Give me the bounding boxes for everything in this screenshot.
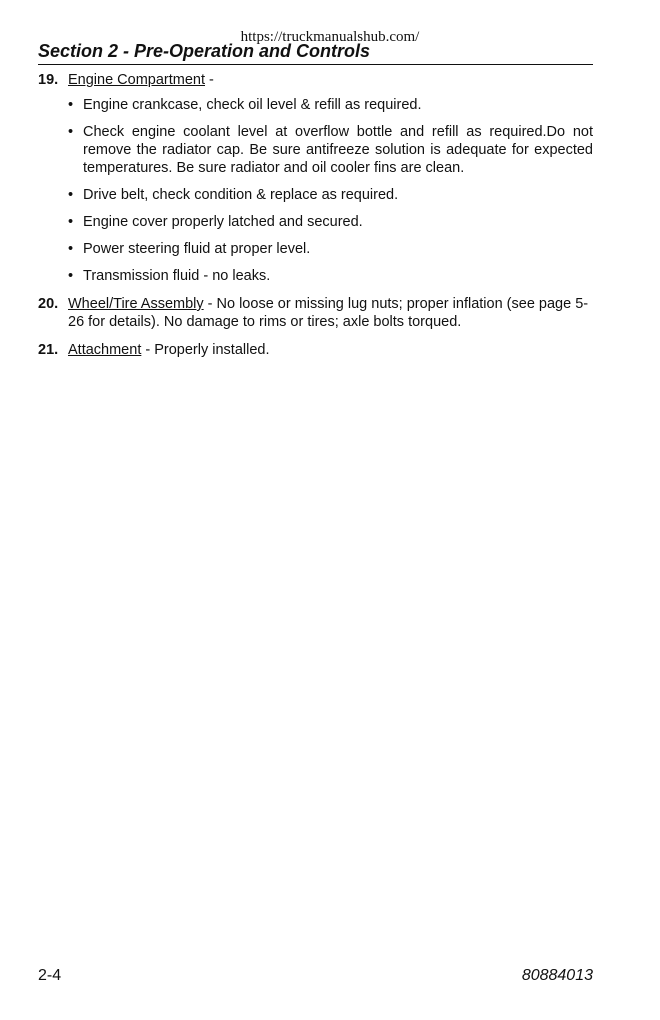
- bullet-icon: •: [68, 97, 74, 113]
- section-title: Section 2 - Pre-Operation and Controls: [38, 41, 371, 61]
- item-heading: Engine Compartment: [68, 72, 206, 88]
- bullet-text: Check engine coolant level at overflow bottle and refill as required.Do not remove the radiator cap. Be sure antifreeze solution is adequate for expected temperatures. Be sure radiator and oil cooler fins are clean.: [83, 124, 593, 176]
- item-number: 20.: [38, 296, 59, 312]
- bullet-text: Engine cover properly latched and secured.: [83, 214, 363, 230]
- watermark-url: https://truckmanualshub.com/: [240, 29, 420, 45]
- checklist-item-20: [38, 295, 593, 331]
- bullet-icon: •: [68, 214, 74, 230]
- bullet-item: [68, 96, 593, 114]
- bullet-item: [68, 267, 593, 285]
- bullet-icon: •: [68, 187, 74, 203]
- bullet-icon: •: [68, 241, 74, 257]
- item-heading: Wheel/Tire Assembly: [68, 296, 204, 312]
- item-number: 19.: [38, 72, 59, 88]
- bullet-text: Transmission fluid - no leaks.: [83, 268, 271, 284]
- item-text: - Properly installed.: [141, 342, 270, 358]
- item-heading: Attachment: [68, 342, 142, 358]
- bullet-icon: •: [68, 124, 74, 140]
- bullet-icon: •: [68, 268, 74, 284]
- bullet-text: Drive belt, check condition & replace as required.: [83, 187, 399, 203]
- bullet-item: [68, 186, 593, 204]
- page-number: 2-4: [38, 967, 62, 984]
- item-number: 21.: [38, 342, 59, 358]
- item-text: - No loose or missing lug nuts; proper inflation (see page 5-26 for details). No damage to rims or tires; axle bolts torqued.: [68, 296, 589, 330]
- item-text: -: [205, 72, 214, 88]
- bullet-item: [68, 213, 593, 231]
- bullet-item: [68, 240, 593, 258]
- header-rule: [38, 64, 593, 65]
- checklist-content: [38, 71, 593, 369]
- bullet-text: Power steering fluid at proper level.: [83, 241, 311, 257]
- checklist-item-19: [38, 71, 593, 285]
- bullet-item: [68, 123, 593, 177]
- document-number: 80884013: [521, 967, 593, 984]
- checklist-item-21: [38, 341, 593, 359]
- bullet-list: [68, 96, 593, 285]
- bullet-text: Engine crankcase, check oil level & refill as required.: [83, 97, 422, 113]
